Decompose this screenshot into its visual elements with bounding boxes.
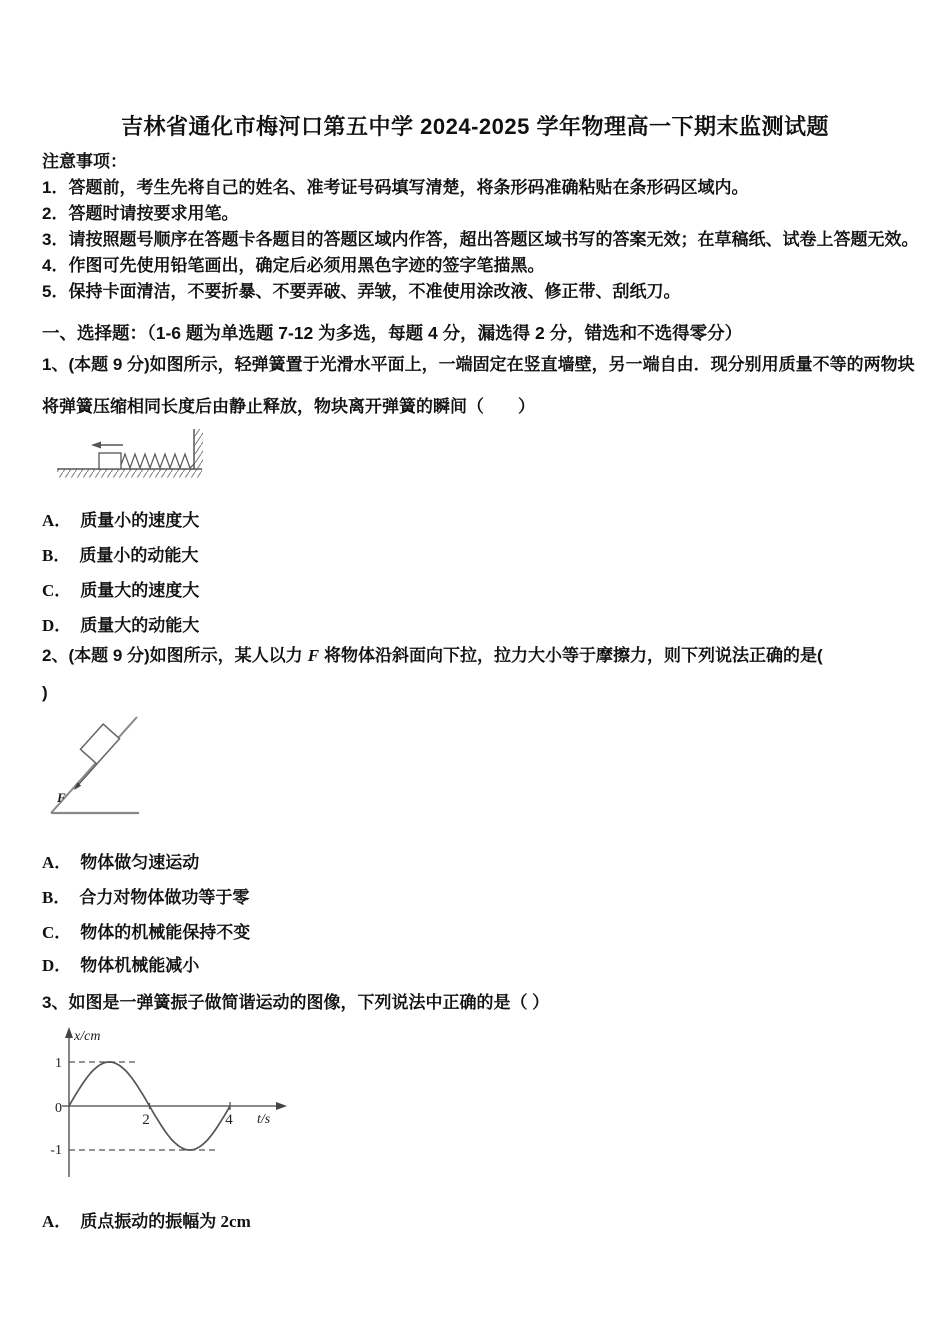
ytick-1: 1	[55, 1056, 62, 1071]
wall-hatching	[194, 429, 203, 469]
y-axis-arrowhead-icon	[65, 1027, 73, 1038]
q1-option-d	[42, 611, 199, 636]
notice-item-5: 5．保持卡面清洁，不要折暴、不要弄破、弄皱，不准使用涂改液、修正带、刮纸刀。	[42, 282, 681, 301]
notice-heading: 注意事项：	[42, 152, 127, 171]
x-axis-arrowhead-icon	[276, 1102, 287, 1110]
block	[99, 453, 121, 469]
ground-hatching	[57, 470, 202, 478]
incline-figure	[47, 707, 182, 825]
block	[80, 724, 119, 764]
oscillation-graph	[42, 1022, 322, 1192]
option-letter: B．	[42, 888, 71, 907]
notice-item-4: 4．作图可先使用铅笔画出，确定后必须用黑色字迹的签字笔描黑。	[42, 256, 545, 275]
option-letter: A．	[42, 1212, 72, 1231]
q2-option-d	[42, 951, 199, 976]
notice-item-3: 3．请按照题号顺序在答题卡各题目的答题区域内作答，超出答题区域书写的答案无效；在草稿纸、试卷上答题无效。	[42, 230, 919, 249]
q1-stem-line-1: 1、(本题 9 分)如图所示，轻弹簧置于光滑水平面上，一端固定在竖直墙壁，另一端自由．现分别用质量不等的两物块	[42, 355, 915, 374]
notice-item-2: 2．答题时请按要求用笔。	[42, 204, 239, 223]
option-letter: A．	[42, 511, 72, 530]
q3-option-a	[42, 1207, 251, 1232]
x-axis-label: t/s	[257, 1112, 271, 1127]
option-text: 质量小的速度大	[80, 511, 200, 530]
option-letter: D．	[42, 616, 72, 635]
option-text: 物体机械能减小	[80, 956, 200, 975]
xtick-2: 2	[142, 1112, 150, 1128]
xtick-4: 4	[225, 1112, 233, 1128]
q2-stem-post: 将物体沿斜面向下拉，拉力大小等于摩擦力，则下列说法正确的是(	[324, 646, 823, 665]
q2-option-b	[42, 883, 249, 908]
option-letter: B．	[42, 546, 71, 565]
q2-stem-line-2: )	[42, 683, 48, 702]
page-title: 吉林省通化市梅河口第五中学 2024-2025 学年物理高一下期末监测试题	[121, 114, 829, 139]
spring-block-figure	[57, 427, 207, 483]
ytick-neg1: -1	[50, 1143, 62, 1158]
q3-stem: 3、如图是一弹簧振子做简谐运动的图像，下列说法中正确的是（ ）	[42, 993, 550, 1012]
q1-option-c	[42, 576, 199, 601]
q2-stem-pre: 2、(本题 9 分)如图所示，某人以力	[42, 646, 303, 665]
option-text: 质量大的速度大	[80, 581, 200, 600]
ytick-0: 0	[55, 1101, 62, 1116]
option-letter: C．	[42, 923, 72, 942]
option-text: 合力对物体做功等于零	[79, 888, 250, 907]
q1-option-a	[42, 506, 199, 531]
notice-item-1: 1．答题前，考生先将自己的姓名、准考证号码填写清楚，将条形码准确粘贴在条形码区域内。	[42, 178, 749, 197]
option-text: 质量小的动能大	[79, 546, 199, 565]
q1-option-b	[42, 541, 198, 566]
force-symbol: F	[307, 646, 320, 665]
option-letter: C．	[42, 581, 72, 600]
option-letter: A．	[42, 853, 72, 872]
q1-stem-line-2: 将弹簧压缩相同长度后由静止释放，物块离开弹簧的瞬间（ ）	[42, 397, 535, 416]
velocity-arrowhead-icon	[91, 442, 101, 449]
y-axis-label: x/cm	[74, 1029, 101, 1044]
section-heading: 一、选择题：（1-6 题为单选题 7-12 为多选，每题 4 分，漏选得 2 分，错选和不选得零分）	[42, 323, 743, 343]
q2-option-c	[42, 918, 250, 943]
option-text: 质量大的动能大	[80, 616, 200, 635]
option-letter: D．	[42, 956, 72, 975]
incline-force-label: F	[57, 790, 66, 805]
option-text: 质点振动的振幅为 2cm	[80, 1212, 251, 1231]
spring-coil	[121, 454, 194, 468]
option-text: 物体做匀速运动	[80, 853, 200, 872]
q2-stem-line-1	[42, 641, 823, 666]
q2-option-a	[42, 848, 199, 873]
option-text: 物体的机械能保持不变	[80, 923, 251, 942]
